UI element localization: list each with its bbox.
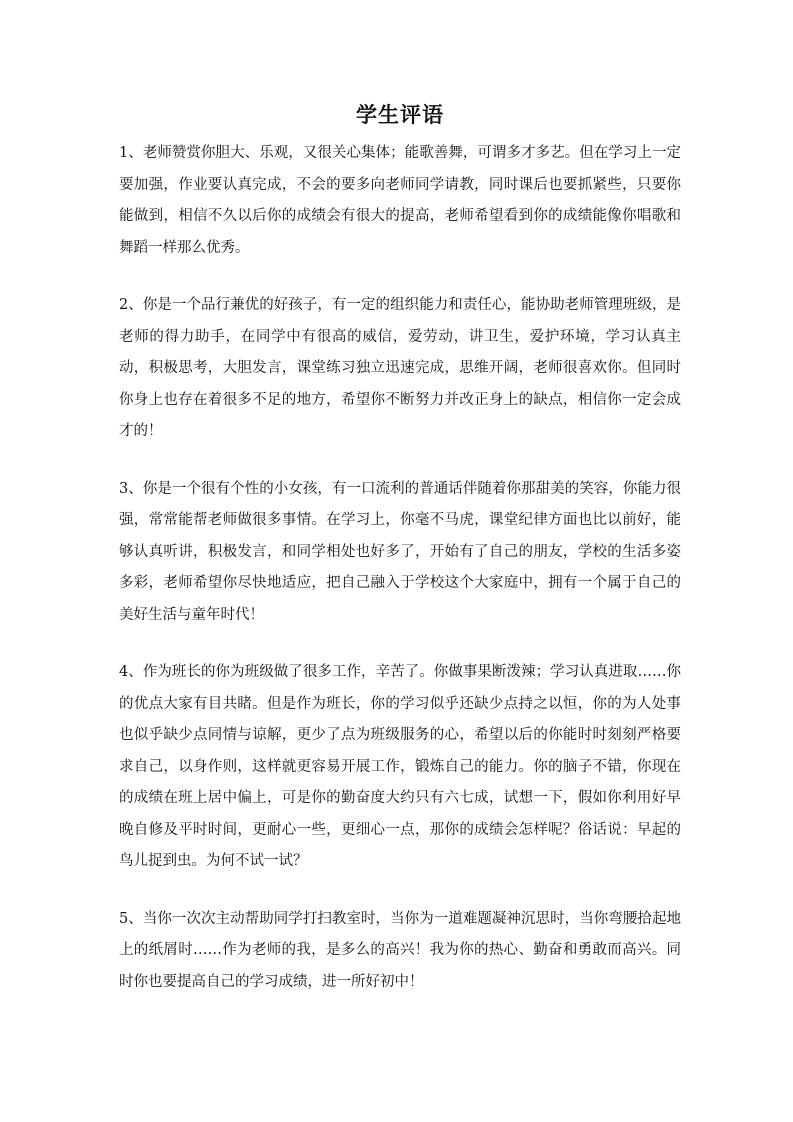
comment-paragraph-1: 1、老师赞赏你胆大、乐观，又很关心集体；能歌善舞，可谓多才多艺。但在学习上一定要加强，作业要认真完成，不会的要多向老师同学请教，同时课后也要抓紧些，只要你能做到，相信不久以后你的成绩会有很大的提高，老师希望看到你的成绩能像你唱歌和舞蹈一样那么优秀。 bbox=[119, 145, 681, 256]
comment-paragraph-2: 2、你是一个品行兼优的好孩子，有一定的组织能力和责任心，能协助老师管理班级，是老师的得力助手，在同学中有很高的威信，爱劳动，讲卫生，爱护环境，学习认真主动，积极思考，大胆发言，课堂练习独立迅速完成，思维开阔，老师很喜欢你。但同时你身上也存在着很多不足的地方，希望你不断努力并改正身上的缺点，相信你一定会成才的！ bbox=[119, 297, 681, 439]
comment-paragraph-5: 5、当你一次次主动帮助同学打扫教室时，当你为一道难题凝神沉思时，当你弯腰拾起地上的纸屑时……作为老师的我，是多么的高兴！我为你的热心、勤奋和勇敢而高兴。同时你也要提高自己的学习成绩，进一所好初中！ bbox=[119, 910, 681, 990]
comment-paragraph-3: 3、你是一个很有个性的小女孩，有一口流利的普通话伴随着你那甜美的笑容，你能力很强，常常能帮老师做很多事情。在学习上，你毫不马虎，课堂纪律方面也比以前好，能够认真听讲，积极发言，和同学相处也好多了，开始有了自己的朋友，学校的生活多姿多彩，老师希望你尽快地适应，把自己融入于学校这个大家庭中，拥有一个属于自己的美好生活与童年时代！ bbox=[119, 480, 681, 623]
comment-paragraph-4: 4、作为班长的你为班级做了很多工作，辛苦了。你做事果断泼辣；学习认真进取……你的优点大家有目共睹。但是作为班长，你的学习似乎还缺少点持之以恒，你的为人处事也似乎缺少点同情与谅解，更少了点为班级服务的心，希望以后的你能时时刻刻严格要求自己，以身作则，这样就更容易开展工作，锻炼自己的能力。你的脑子不错，你现在的成绩在班上居中偏上，可是你的勤奋度大约只有六七成，试想一下，假如你利用好早晚自修及平时时间，更耐心一些，更细心一点，那你的成绩会怎样呢？俗话说：早起的鸟儿捉到虫。为何不试一试？ bbox=[119, 664, 681, 869]
document-title: 学生评语 bbox=[356, 103, 444, 127]
